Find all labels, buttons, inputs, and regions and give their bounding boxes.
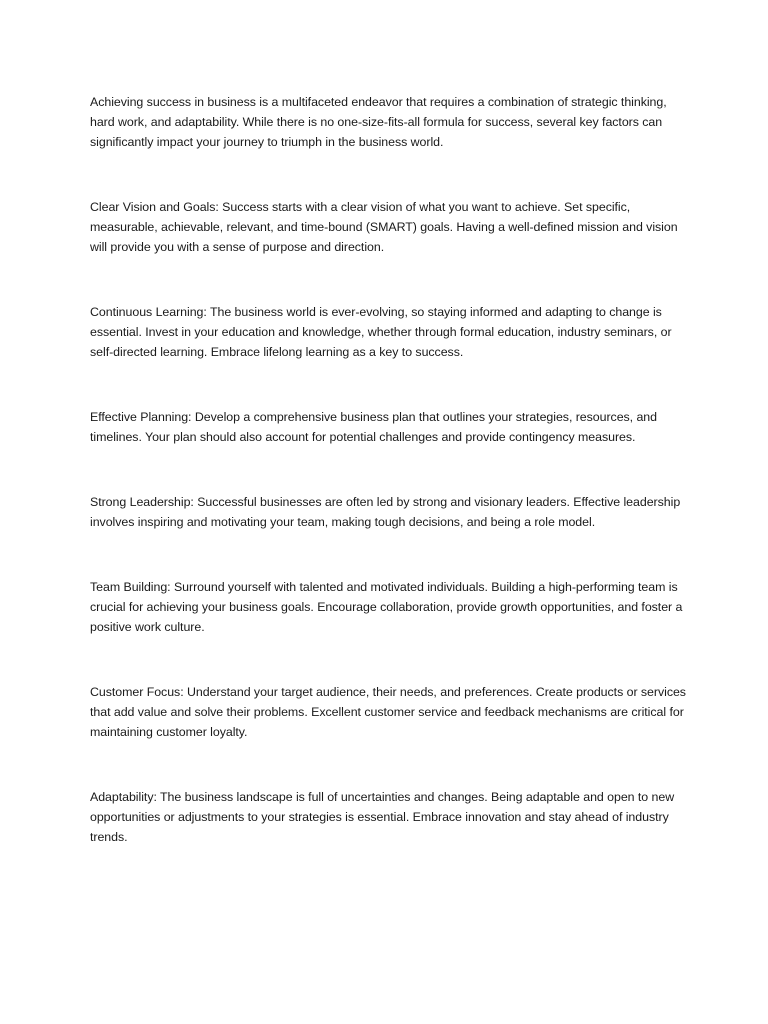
paragraph-strong-leadership: Strong Leadership: Successful businesses are often led by strong and visionary leaders. Effective leadership involves inspiring and motivating your team, making tough decisions, and being a role model. [90, 495, 681, 529]
paragraph-team-building: Team Building: Surround yourself with talented and motivated individuals. Building a high-performing team is crucial for achieving your business goals. Encourage collaboration, provide growth opportunities, and foster a positive work culture. [90, 580, 683, 634]
paragraph-continuous-learning: Continuous Learning: The business world is ever-evolving, so staying informed and adapting to change is essential. Invest in your education and knowledge, whether through formal education, industry seminars, or self-directed learning. Embrace lifelong learning as a key to success. [90, 305, 672, 359]
paragraph-adaptability: Adaptability: The business landscape is full of uncertainties and changes. Being adaptable and open to new opportunities or adjustments to your strategies is essential. Embrace innovation and stay ahead of industry trends. [90, 790, 675, 844]
paragraph-customer-focus: Customer Focus: Understand your target audience, their needs, and preferences. Create products or services that add value and solve their problems. Excellent customer service and feedback mechanisms are critical for maintaining customer loyalty. [90, 685, 686, 739]
document-body [90, 92, 690, 892]
intro-paragraph: Achieving success in business is a multifaceted endeavor that requires a combination of strategic thinking, hard work, and adaptability. While there is no one-size-fits-all formula for success, several key factors can significantly impact your journey to triumph in the business world. [90, 95, 667, 149]
paragraph-clear-vision: Clear Vision and Goals: Success starts with a clear vision of what you want to achieve. Set specific, measurable, achievable, relevant, and time-bound (SMART) goals. Having a well-defined mission and vision will provide you with a sense of purpose and direction. [90, 200, 678, 254]
paragraph-effective-planning: Effective Planning: Develop a comprehensive business plan that outlines your strategies, resources, and timelines. Your plan should also account for potential challenges and provide contingency measures. [90, 410, 657, 444]
